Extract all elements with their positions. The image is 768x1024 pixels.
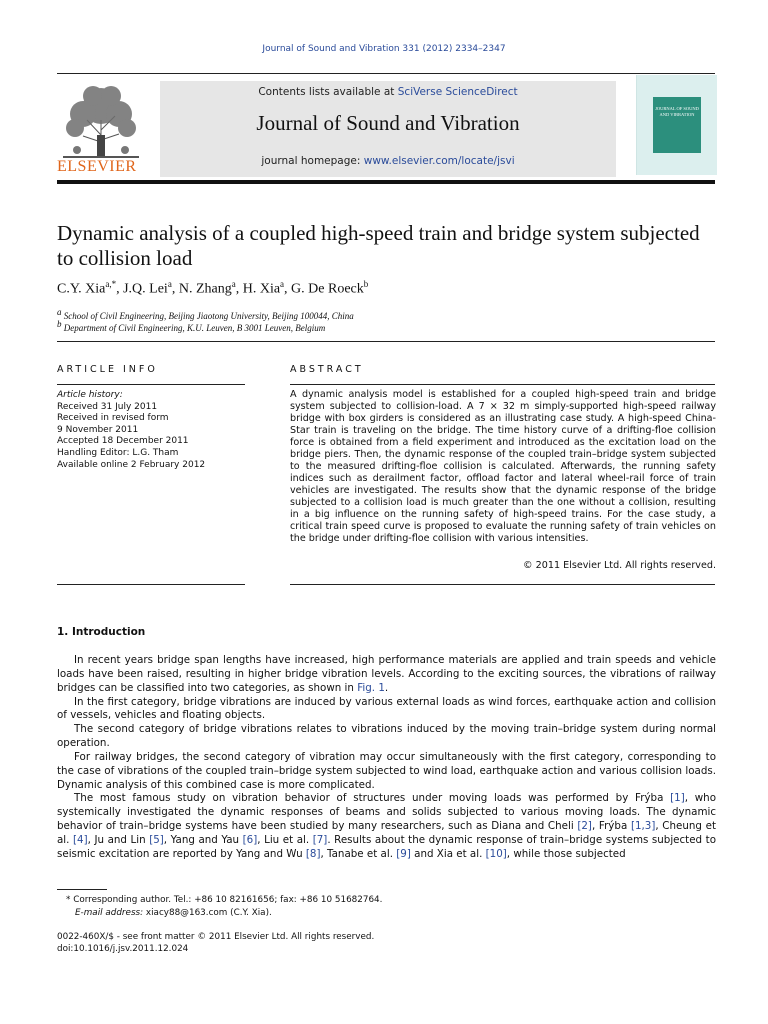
author-name[interactable]: H. Xia: [242, 281, 281, 297]
affiliation-b: [57, 319, 325, 333]
reference-link[interactable]: [4]: [73, 833, 88, 846]
paragraph-text: and Xia et al.: [410, 847, 486, 860]
cover-title: JOURNAL OF SOUND AND VIBRATION: [655, 106, 699, 117]
article-info-bottom-rule: [57, 584, 245, 585]
paragraph-text: , Yang and Yau: [163, 833, 243, 846]
footnote-rule: [57, 889, 107, 890]
author-affiliation-mark: a: [231, 279, 236, 289]
corresponding-author-footnote: * Corresponding author. Tel.: +86 10 82161656; fax: +86 10 51682764.: [66, 895, 383, 905]
paragraph-text: , Cheung et al.: [57, 820, 716, 846]
abstract-bottom-rule: [290, 584, 715, 585]
author-affiliation-mark: a: [167, 279, 172, 289]
header-rule: [57, 73, 715, 74]
introduction-body: [57, 654, 716, 862]
paragraph: For railway bridges, the second category of vibration may occur simultaneously with the first category, corresponding to the case of vibrations of the coupled train–bridge system subjected to wind load, earthquake action and various collision loads. Dynamic analysis of this combined case is more complicated.: [57, 750, 716, 791]
email-label: E-mail address:: [75, 908, 144, 918]
doi-line[interactable]: doi:10.1016/j.jsv.2011.12.024: [57, 944, 189, 954]
paragraph-text: , who systemically investigated the dynamic responses of beams and solids subjected to various moving loads. The dynamic behavior of train–bridge systems have been studied by many researchers, such as Diana and Cheli: [57, 792, 716, 833]
email-footnote: [75, 908, 272, 918]
paragraph: The second category of bridge vibrations relates to vibrations induced by the moving train–bridge system during normal operation.: [57, 723, 716, 750]
author-affiliation-mark: b: [363, 279, 369, 289]
history-item: Accepted 18 December 2011: [57, 436, 189, 447]
paragraph: [57, 654, 716, 696]
history-label: Article history:: [57, 390, 123, 400]
author-name[interactable]: J.Q. Lei: [123, 281, 168, 297]
homepage-line: [160, 155, 616, 167]
reference-link[interactable]: [6]: [242, 833, 258, 846]
journal-title: Journal of Sound and Vibration: [256, 111, 520, 135]
issn-line: 0022-460X/$ - see front matter © 2011 Elsevier Ltd. All rights reserved.: [57, 932, 375, 942]
reference-link[interactable]: [2]: [577, 820, 592, 833]
contents-line: [160, 86, 616, 98]
email-address[interactable]: xiacy88@163.com (C.Y. Xia).: [143, 908, 272, 918]
affiliation-mark: b: [57, 319, 62, 329]
article-info-heading: ARTICLE INFO: [57, 364, 158, 375]
paper-title: Dynamic analysis of a coupled high-speed train and bridge system subjected to collision load: [57, 221, 700, 270]
paragraph-text: , Liu et al.: [257, 833, 313, 846]
author-affiliation-mark: a,*: [105, 279, 117, 289]
cover-panel: [653, 97, 701, 153]
article-info-rule: [57, 384, 245, 385]
paragraph: [57, 792, 716, 861]
reference-link[interactable]: [7]: [312, 833, 328, 846]
paragraph-text: , Tanabe et al.: [320, 847, 397, 860]
paragraph-text: , while those subjected: [506, 847, 626, 860]
history-item: Received 31 July 2011: [57, 401, 158, 412]
history-item: Received in revised form: [57, 413, 169, 424]
paragraph-text: , Frýba: [591, 820, 631, 833]
elsevier-wordmark: ELSEVIER: [57, 158, 137, 175]
history-item: Handling Editor: L.G. Tham: [57, 447, 179, 458]
contents-prefix: Contents lists available at: [258, 86, 398, 98]
reference-link[interactable]: [5]: [149, 833, 164, 846]
section-heading-introduction: 1. Introduction: [57, 626, 146, 638]
history-item: 9 November 2011: [57, 424, 139, 435]
abstract-rule: [290, 384, 715, 385]
reference-link[interactable]: [1]: [670, 792, 685, 805]
affiliation-mark: a: [57, 307, 62, 317]
journal-citation[interactable]: Journal of Sound and Vibration 331 (2012) 2334–2347: [262, 44, 506, 54]
journal-cover-image[interactable]: [636, 75, 717, 175]
paragraph-text: The most famous study on vibration behavior of structures under moving loads was performed by Frýba: [74, 792, 671, 805]
author-affiliation-mark: a: [280, 279, 285, 289]
figure-link[interactable]: Fig. 1: [357, 681, 385, 694]
reference-link[interactable]: [1,3]: [630, 820, 656, 833]
affiliation-text: School of Civil Engineering, Beijing Jiaotong University, Beijing 100044, China: [63, 311, 354, 321]
abstract-text: A dynamic analysis model is established for a coupled high-speed train and bridge system subjected to collision-load. A 7 × 32 m simply-supported high-speed railway bridge with box girders is considered as an illustrating case study. A high-speed China-Star train is traveling on the bridge. The time history curve of a drifting-floe collision force is obtained from a field experiment and introduced as the excitation load on the bridge piers. Then, the dynamic response of the coupled train–bridge system subjected to the measured drifting-floe collision is calculated. Afterwards, the running safety indices such as derailment factor, offload factor and lateral wheel-rail force of train vehicles are investigated. The results show that the dynamic response of the bridge subjected to a collision load is much greater than the one without a collision, resulting in a big influence on the running safety of high-speed trains. For the case study, a critical train speed curve is proposed to evaluate the running safety of train vehicles on the bridge under drifting-floe collision with various intensities.: [290, 389, 716, 544]
author-list: C.Y. Xia$^{a,*}$, J.Q. Lei$^a$, N. Zhang$^a$, H. Xia$^a$, G. De Roeck$^b$: [57, 279, 369, 297]
sciencedirect-link[interactable]: SciVerse ScienceDirect: [397, 86, 518, 98]
homepage-link[interactable]: www.elsevier.com/locate/jsvi: [363, 155, 515, 167]
author-name[interactable]: C.Y. Xia: [57, 281, 106, 297]
paragraph-text: In recent years bridge span lengths have increased, high performance materials are applied and train speeds and vehicle loads have been raised, resulting in higher bridge vibration levels. According to the exciting sources, the vibrations of railway bridges can be classified into two categories, as shown in: [57, 654, 716, 694]
reference-link[interactable]: [10]: [485, 847, 507, 860]
paragraph-text: , Ju and Lin: [87, 833, 150, 846]
homepage-prefix: journal homepage:: [261, 155, 364, 167]
history-item: Available online 2 February 2012: [57, 459, 206, 470]
masthead-rule: [57, 180, 715, 184]
abstract-heading: ABSTRACT: [290, 364, 364, 375]
section-rule: [57, 341, 715, 342]
author-name[interactable]: N. Zhang: [178, 281, 232, 297]
reference-link[interactable]: [8]: [305, 847, 321, 860]
paragraph: In the first category, bridge vibrations are induced by various external loads as wind forces, earthquake action and collision of vessels, vehicles and floating objects.: [57, 695, 716, 722]
journal-masthead: [160, 81, 616, 177]
abstract-copyright: © 2011 Elsevier Ltd. All rights reserved.: [522, 560, 716, 571]
paragraph-text: .: [384, 681, 389, 694]
reference-link[interactable]: [9]: [396, 847, 411, 860]
paragraph-text: . Results about the dynamic response of train–bridge systems subjected to seismic excitation are reported by Yang and Wu: [57, 833, 716, 860]
author-name[interactable]: G. De Roeck: [291, 281, 364, 297]
affiliation-text: Department of Civil Engineering, K.U. Leuven, B 3001 Leuven, Belgium: [63, 323, 326, 333]
article-history: [57, 390, 247, 471]
